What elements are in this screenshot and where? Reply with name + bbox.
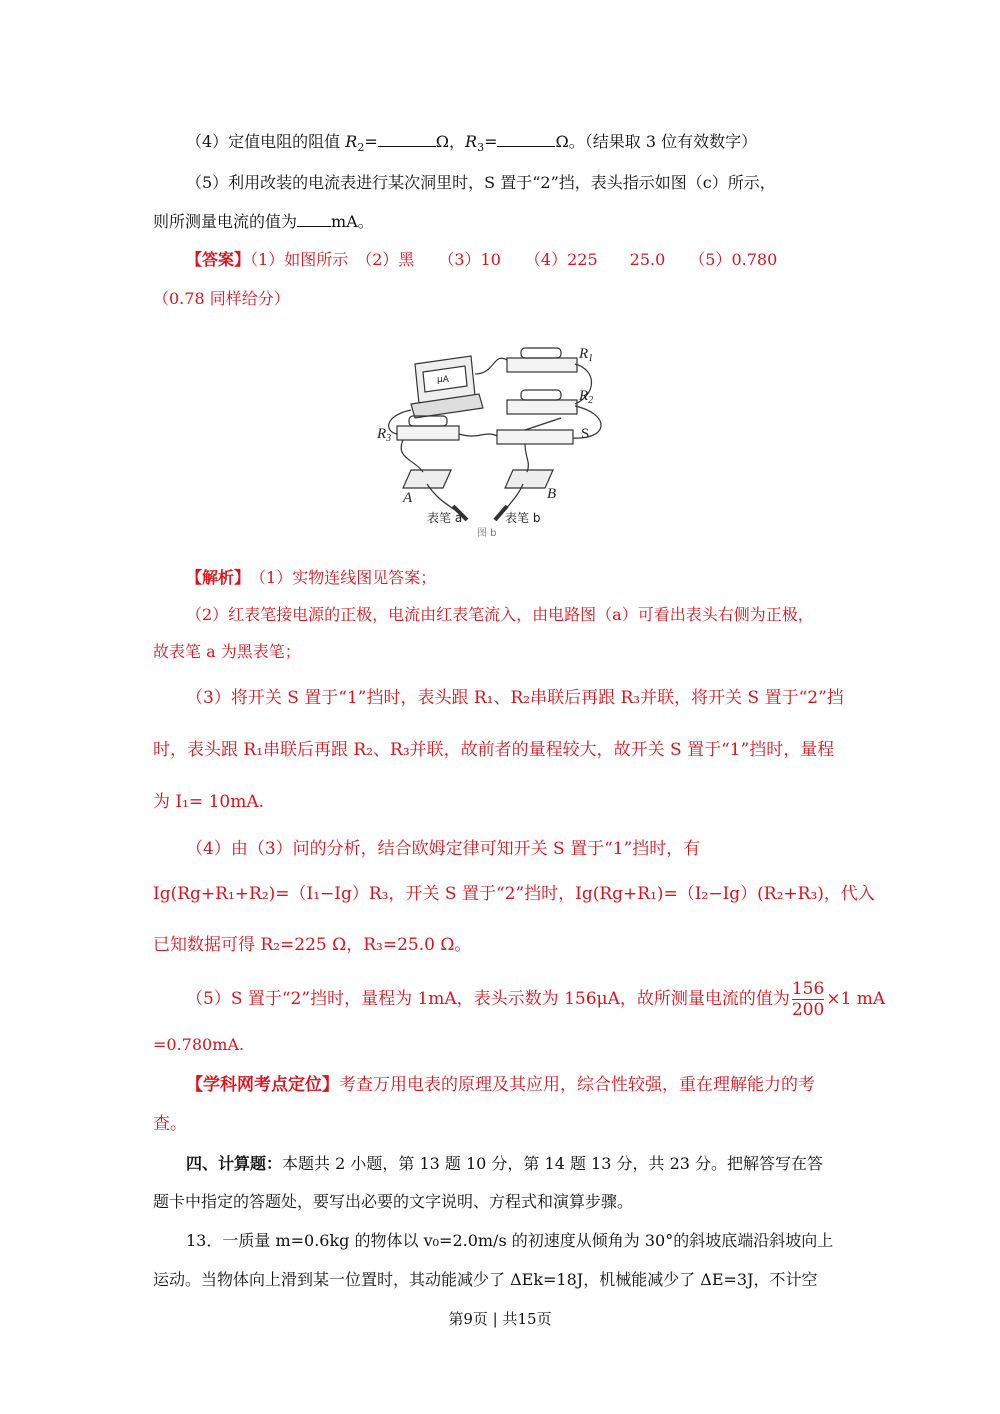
q4-prefix: （4）定值电阻的阻值 xyxy=(186,132,346,151)
fraction xyxy=(792,979,824,1020)
q13-line1: 13．一质量 m=0.6kg 的物体以 v₀=2.0m/s 的初速度从倾角为 30°的斜坡底端沿斜坡向上 xyxy=(186,1231,834,1250)
wire xyxy=(459,434,497,436)
eq-sign: = xyxy=(364,132,378,151)
switch-lever xyxy=(525,418,561,430)
r1-body xyxy=(521,348,561,358)
page-footer: 第9页 | 共15页 xyxy=(448,1310,552,1328)
pen-b-label: 表笔 b xyxy=(505,511,541,525)
analysis-p3b: 时，表头跟 R₁串联后再跟 R₂、R₃并联，故前者的量程较大，故开关 S 置于“1”挡时，量程 xyxy=(153,740,835,760)
answer-note: （0.78 同样给分） xyxy=(153,289,290,308)
wire xyxy=(475,358,507,374)
q5-prefix: 则所测量电流的值为 xyxy=(153,212,298,231)
section4-line xyxy=(186,1152,823,1176)
answer-tag: 【答案】 xyxy=(186,250,251,269)
point-text: 考查万用电表的原理及其应用，综合性较强，重在理解能力的考 xyxy=(339,1075,815,1095)
section4-line2: 题卡中指定的答题处，要写出必要的文字说明、方程式和演算步骤。 xyxy=(153,1192,634,1211)
r2-body xyxy=(521,390,561,400)
r3-board xyxy=(397,426,459,440)
analysis-p4a: （4）由（3）问的分析，结合欧姆定律可知开关 S 置于“1”挡时，有 xyxy=(186,839,701,859)
analysis-p5a xyxy=(186,974,885,1024)
wire xyxy=(525,444,528,472)
fraction-numerator: 156 xyxy=(791,978,825,999)
section4-title: 四、计算题： xyxy=(186,1154,283,1173)
eq-sign: = xyxy=(484,132,498,151)
r3-symbol: R xyxy=(465,132,478,151)
switch-board xyxy=(497,430,573,444)
wire xyxy=(401,440,423,472)
q5-suffix: mA。 xyxy=(331,212,374,231)
terminal-b-label: B xyxy=(547,486,557,502)
figure-caption: 图 b xyxy=(477,528,497,539)
q13-line2: 运动。当物体向上滑到某一位置时，其动能减少了 ΔEk=18J，机械能减少了 ΔE=3J，不计空 xyxy=(153,1270,818,1289)
analysis-p3a: （3）将开关 S 置于“1”挡时，表头跟 R₁、R₂串联后再跟 R₃并联，将开关 S 置于“2”挡 xyxy=(186,688,844,708)
terminal-b-board xyxy=(505,470,553,488)
section4-text: 本题共 2 小题，第 13 题 10 分，第 14 题 13 分，共 23 分。把解答写在答 xyxy=(282,1154,824,1173)
r2-symbol: R xyxy=(345,132,358,151)
q4-line xyxy=(186,130,757,160)
analysis-p5-tail: ×1 mA xyxy=(826,989,886,1009)
fraction-denominator: 200 xyxy=(791,999,825,1020)
switch-label: S xyxy=(581,426,590,442)
r3-sub: 3 xyxy=(477,141,485,155)
circuit-figure xyxy=(375,334,625,540)
analysis-p2b: 故表笔 a 为黑表笔； xyxy=(153,642,301,661)
r2-sub: 2 xyxy=(357,141,365,155)
terminal-a-label: A xyxy=(403,490,413,506)
point-line xyxy=(186,1073,815,1097)
r1-label: $R_1$ xyxy=(579,346,594,364)
unit-ohm: Ω， xyxy=(435,132,466,151)
q5-blank xyxy=(297,212,331,227)
pen-a-label: 表笔 a xyxy=(427,511,463,525)
answer-text: （1）如图所示 （2）黑 （3）10 （4）225 25.0 （5）0.780 xyxy=(250,250,778,269)
q5-line1: （5）利用改装的电流表进行某次洞里时，S 置于“2”挡，表头指示如图（c）所示， xyxy=(186,173,776,192)
point-tag: 【学科网考点定位】 xyxy=(186,1075,339,1095)
analysis-p4c: 已知数据可得 R₂=225 Ω，R₃=25.0 Ω。 xyxy=(153,935,472,955)
analysis-p1: （1）实物连线图见答案； xyxy=(258,568,437,587)
answer-line xyxy=(186,248,777,272)
analysis-p5-text: （5）S 置于“2”挡时，量程为 1mA，表头示数为 156μA，故所测量电流的值为 xyxy=(186,989,790,1009)
r2-board xyxy=(507,400,577,414)
analysis-line1 xyxy=(186,566,436,590)
analysis-p4b: Ig(Rg+R₁+R₂)=（I₁−Ig）R₃，开关 S 置于“2”挡时，Ig(Rg+R₁)=（I₂−Ig）(R₂+R₃)，代入 xyxy=(153,884,875,904)
r2-label: $R_2$ xyxy=(579,388,594,406)
r3-label: $R_3$ xyxy=(377,426,392,444)
r3-blank xyxy=(497,132,555,147)
point-line2: 查。 xyxy=(153,1114,187,1134)
analysis-p2a: （2）红表笔接电源的正极，电流由红表笔流入，由电路图（a）可看出表头右侧为正极， xyxy=(186,605,814,624)
terminal-a-board xyxy=(403,470,451,488)
r2-blank xyxy=(378,132,436,147)
q5-line2 xyxy=(153,210,374,234)
analysis-p3c: 为 I₁= 10mA. xyxy=(153,792,265,812)
analysis-tag: 【解析】 xyxy=(186,568,243,587)
r1-board xyxy=(507,358,577,372)
q4-suffix: Ω。（结果取 3 位有效数字） xyxy=(555,132,758,151)
meter-label: μA xyxy=(437,375,449,385)
analysis-p5b: =0.780mA. xyxy=(153,1035,245,1054)
